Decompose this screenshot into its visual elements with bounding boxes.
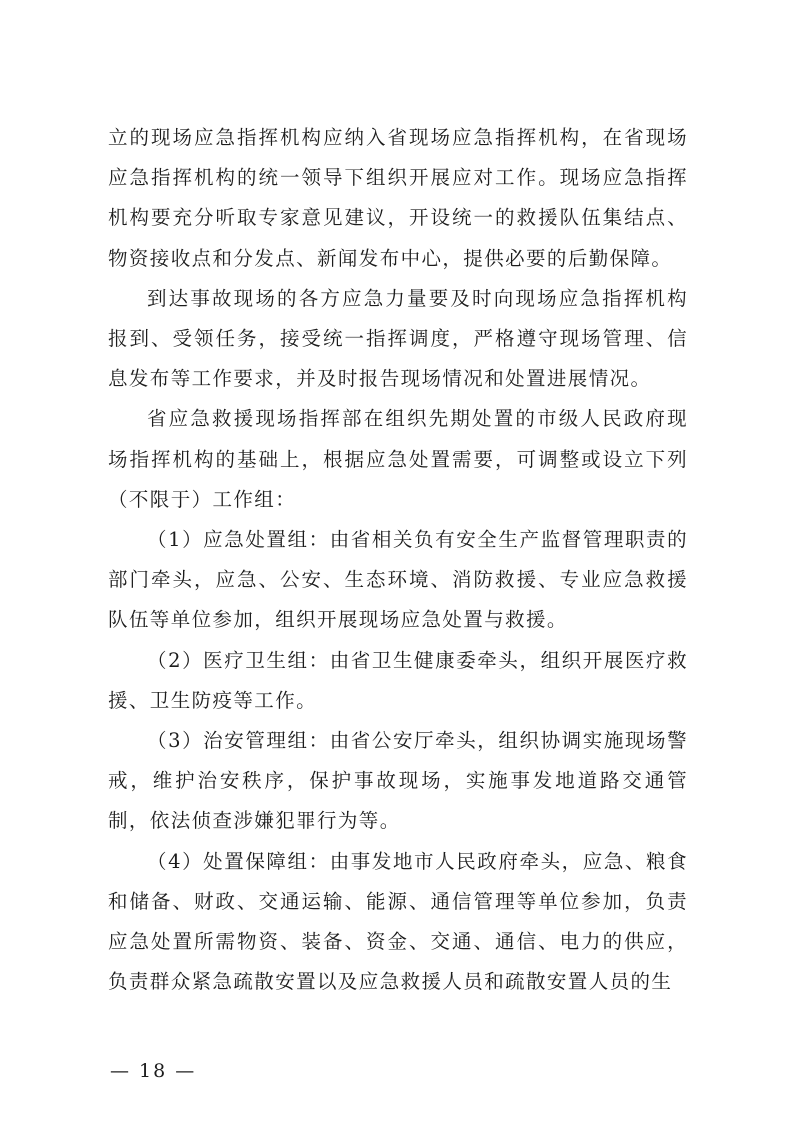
paragraph-medical-health-group: （2）医疗卫生组：由省卫生健康委牵头，组织开展医疗救援、卫生防疫等工作。 [108,648,688,712]
page-number: — 18 — [110,1060,197,1082]
paragraph-emergency-response-group: （1）应急处置组：由省相关负有安全生产监督管理职责的部门牵头，应急、公安、生态环境、消防救援、专业应急救援队伍等单位参加，组织开展现场应急处置与救援。 [108,528,688,632]
document-body [108,118,688,1002]
paragraph: 到达事故现场的各方应急力量要及时向现场应急指挥机构报到、受领任务，接受统一指挥调度，严格遵守现场管理、信息发布等工作要求，并及时报告现场情况和处置进展情况。 [108,286,688,391]
paragraph-public-security-group: （3）治安管理组：由省公安厅牵头，组织协调实施现场警戒，维护治安秩序，保护事故现场，实施事发地道路交通管制，依法侦查涉嫌犯罪行为等。 [108,729,688,833]
paragraph: 省应急救援现场指挥部在组织先期处置的市级人民政府现场指挥机构的基础上，根据应急处置需要，可调整或设立下列（不限于）工作组： [108,407,688,511]
paragraph-continued: 立的现场应急指挥机构应纳入省现场应急指挥机构，在省现场应急指挥机构的统一领导下组织开展应对工作。现场应急指挥机构要充分听取专家意见建议，开设统一的救援队伍集结点、物资接收点和分发点、新闻发布中心，提供必要的后勤保障。 [108,126,688,270]
paragraph-logistics-support-group: （4）处置保障组：由事发地市人民政府牵头，应急、粮食和储备、财政、交通运输、能源、通信管理等单位参加，负责应急处置所需物资、装备、资金、交通、通信、电力的供应，负责群众紧急疏散安置以及应急救援人员和疏散安置人员的生 [108,849,688,994]
